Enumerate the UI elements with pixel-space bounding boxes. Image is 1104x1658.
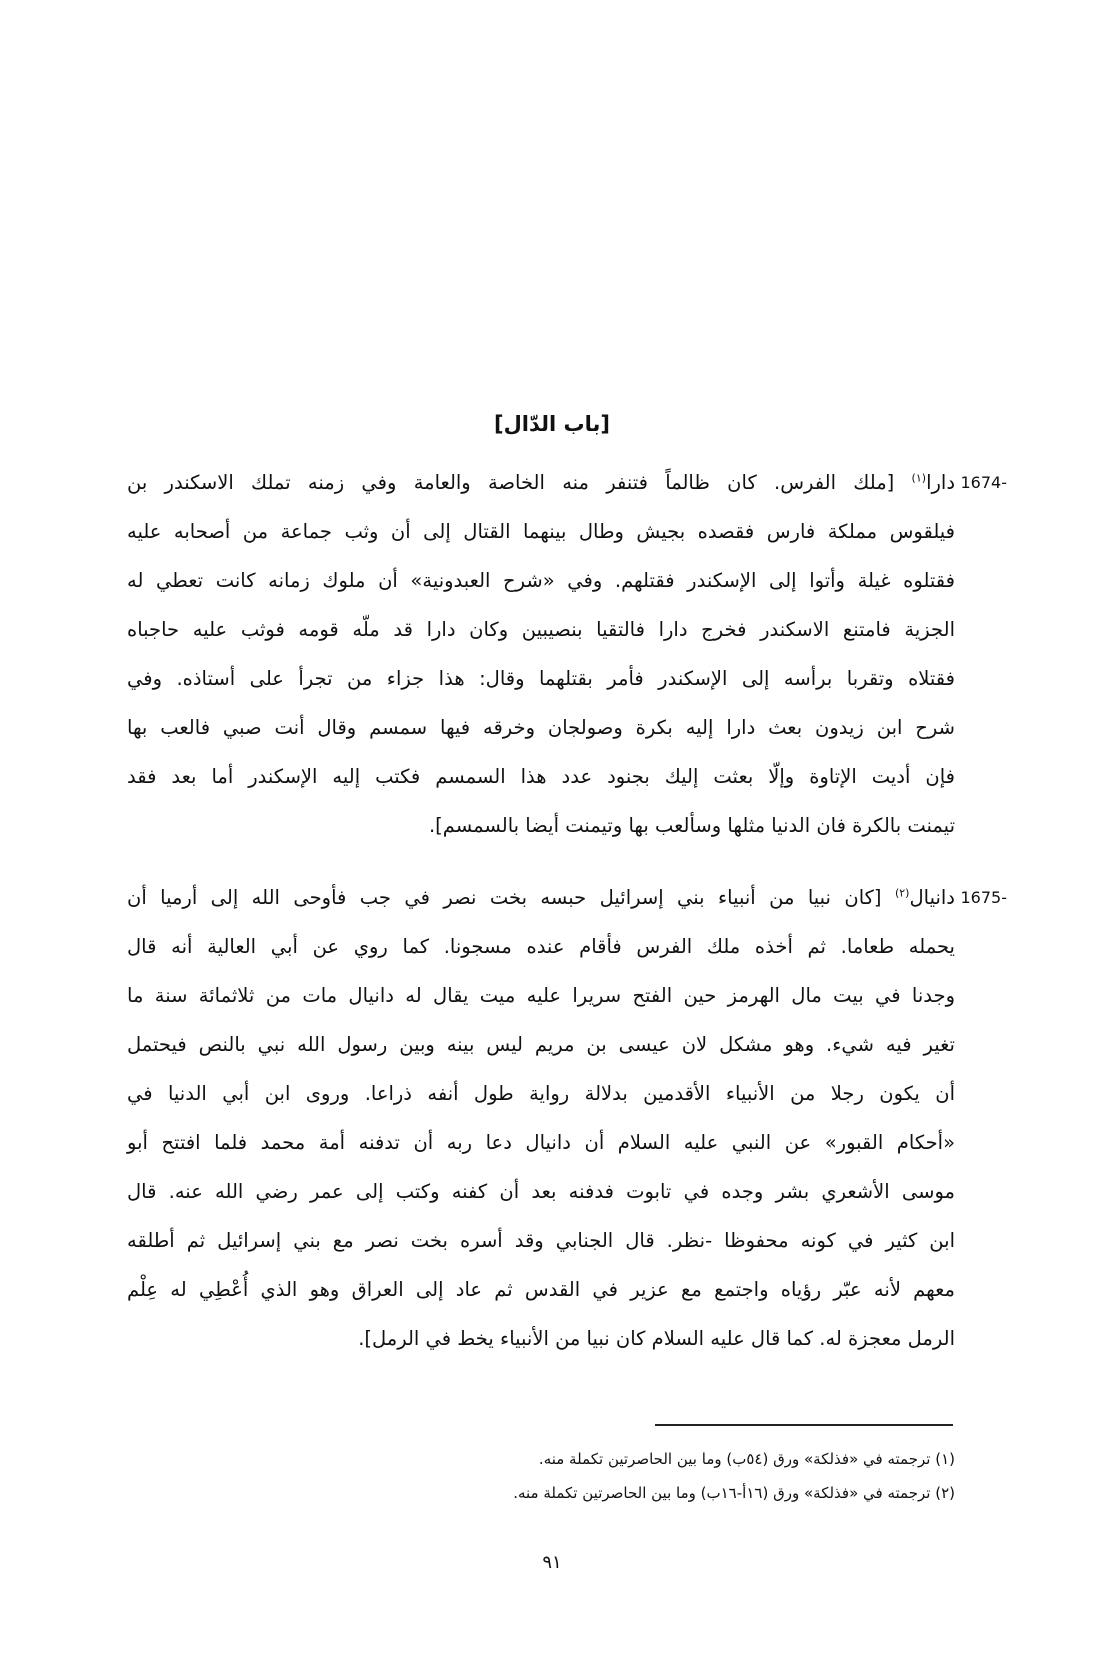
text-line: تيمنت بالكرة فان الدنيا مثلها وسألعب بها وتيمنت أيضا بالسمسم]. xyxy=(428,814,955,837)
text-line: أن يكون رجلا من الأنبياء الأقدمين بدلالة رواية طول أنفه ذراعا. وروى ابن أبي الدنيا في xyxy=(127,1082,955,1105)
text-line: فقتلوه غيلة وأتوا إلى الإسكندر فقتلهم. وفي «شرح العبدونية» أن ملوك زمانه كانت تعطي له xyxy=(127,569,955,592)
text-line: يحمله طعاما. ثم أخذه ملك الفرس فأقام عنده مسجونا. كما روي عن أبي العالية أنه قال xyxy=(127,935,955,958)
entry-text: [ملك الفرس. كان ظالماً فتنفر منه الخاصة والعامة وفي زمنه تملك الاسكندر بن xyxy=(127,471,895,494)
footnote-marker[interactable]: (٢) xyxy=(894,886,910,900)
text-line: موسى الأشعري بشر وجده في تابوت فدفنه بعد أن كفنه وكتب إلى عمر رضي الله عنه. قال xyxy=(127,1180,955,1203)
text-line: معهم لأنه عبّر رؤياه واجتمع مع عزير في القدس ثم عاد إلى العراق وهو الذي أُعْطِي له عِلْم xyxy=(127,1278,955,1301)
entry-number: 1675- xyxy=(960,888,1007,907)
entry-1674 xyxy=(127,458,1007,850)
text-line: شرح ابن زيدون بعث دارا إليه بكرة وصولجان وخرقه فيها سمسم وقال أنت صبي فالعب بها xyxy=(127,716,955,739)
section-heading: [باب الدّال] xyxy=(493,412,610,436)
entry-name: دانيال xyxy=(909,886,955,909)
text-line: «أحكام القبور» عن النبي عليه السلام أن دانيال دعا ربه أن تدفنه أمة محمد فلما افتتح أبو xyxy=(127,1131,955,1154)
entry-first-line xyxy=(127,873,1007,922)
page-number: ٩١ xyxy=(542,1552,562,1573)
footnote-marker[interactable]: (١) xyxy=(911,471,927,485)
footnote-1: (١) ترجمته في «فذلكة» ورق (٥٤ب) وما بين الحاصرتين تكملة منه. xyxy=(538,1450,955,1468)
entry-number: 1674- xyxy=(960,473,1007,492)
entry-1675 xyxy=(127,873,1007,1363)
entry-first-line xyxy=(127,458,1007,507)
text-line: فإن أديت الإتاوة وإلّا بعثت إليك بجنود عدد هذا السمسم فكتب إليه الإسكندر أما بعد فقد xyxy=(127,765,955,788)
text-line: وجدنا في بيت مال الهرمز حين الفتح سريرا عليه ميت يقال له دانيال مات من ثلاثمائة سنة ما xyxy=(127,984,955,1007)
text-line: فيلقوس مملكة فارس فقصده بجيش وطال بينهما القتال إلى أن وثب جماعة من أصحابه عليه xyxy=(127,520,955,543)
text-line: الرمل معجزة له. كما قال عليه السلام كان نبيا من الأنبياء يخط في الرمل]. xyxy=(358,1327,955,1350)
footnote-2: (٢) ترجمته في «فذلكة» ورق (١٦أ-١٦ب) وما بين الحاصرتين تكملة منه. xyxy=(513,1484,955,1502)
footnote-divider xyxy=(655,1424,953,1426)
entry-text: [كان نبيا من أنبياء بني إسرائيل حبسه بخت نصر في جب فأوحى الله إلى أرميا أن xyxy=(127,886,882,909)
text-line: ابن كثير في كونه محفوظا -نظر. قال الجنابي وقد أسره بخت نصر مع بني إسرائيل ثم أطلقه xyxy=(127,1229,955,1252)
text-line: الجزية فامتنع الاسكندر فخرج دارا فالتقيا بنصيبين وكان دارا قد ملّه قومه فوثب عليه حاجباه xyxy=(127,618,955,641)
text-line: فقتلاه وتقربا برأسه إلى الإسكندر فأمر بقتلهما وقال: هذا جزاء من تجرأ على أستاذه. وفي xyxy=(127,667,955,690)
entry-name: دارا xyxy=(926,471,955,494)
text-line: تغير فيه شيء. وهو مشكل لان عيسى بن مريم ليس بينه وبين رسول الله نبي بالنص فيحتمل xyxy=(127,1033,955,1056)
